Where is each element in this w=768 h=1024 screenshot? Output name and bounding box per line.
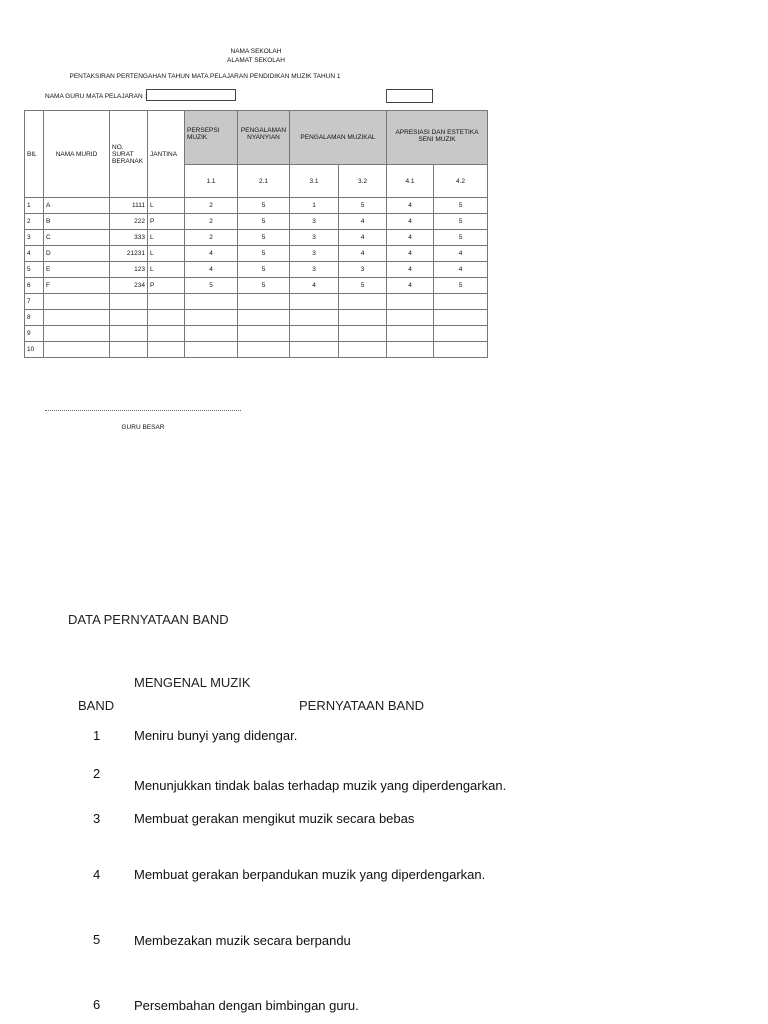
cell-score-4-1[interactable] [387,326,434,342]
cell-bil: 6 [25,278,44,294]
cell-score-4-1[interactable] [387,294,434,310]
band-statement: Membuat gerakan berpandukan muzik yang diperdengarkan. [134,867,486,882]
table-row [25,198,488,214]
teacher-name-field[interactable] [146,89,236,101]
col-header-jantina: JANTINA [148,111,185,198]
score-table [24,110,488,358]
cell-gender[interactable] [148,342,185,358]
cell-score-1-1[interactable]: 5 [185,278,238,294]
cell-score-2-1[interactable]: 5 [238,262,290,278]
cell-bil: 9 [25,326,44,342]
subheader-3-1: 3.1 [290,165,339,198]
cell-score-1-1[interactable] [185,310,238,326]
col-header-no-surat-beranak: NO. SURAT BERANAK [110,111,148,198]
cell-birth[interactable]: 21231 [110,246,148,262]
school-name: NAMA SEKOLAH [230,48,282,55]
cell-score-4-1[interactable] [387,310,434,326]
cell-score-3-1[interactable] [290,310,339,326]
cell-gender[interactable] [148,326,185,342]
cell-birth[interactable] [110,342,148,358]
cell-score-3-2[interactable]: 5 [339,278,387,294]
cell-score-3-1[interactable] [290,326,339,342]
cell-bil: 10 [25,342,44,358]
principal-label: GURU BESAR [121,424,165,431]
cell-score-1-1[interactable]: 2 [185,198,238,214]
cell-score-4-2[interactable]: 4 [434,262,488,278]
cell-score-2-1[interactable] [238,342,290,358]
cell-score-3-2[interactable] [339,342,387,358]
cell-score-3-2[interactable]: 4 [339,230,387,246]
cell-score-2-1[interactable]: 5 [238,230,290,246]
cell-name[interactable]: E [44,262,110,278]
band-statement: Membuat gerakan mengikut muzik secara bebas [134,811,415,826]
cell-score-4-2[interactable] [434,342,488,358]
band-statement: Persembahan dengan bimbingan guru. [134,998,359,1013]
cell-score-2-1[interactable] [238,294,290,310]
cell-birth[interactable]: 222 [110,214,148,230]
subheader-4-2: 4.2 [434,165,488,198]
cell-score-2-1[interactable]: 5 [238,246,290,262]
group-header-pengalaman-nyanyian: PENGALAMAN NYANYIAN [238,111,290,165]
table-row [25,342,488,358]
band-number: 5 [93,932,101,947]
table-row [25,246,488,262]
cell-score-3-2[interactable]: 4 [339,246,387,262]
cell-score-2-1[interactable]: 5 [238,198,290,214]
group-header-pengalaman-muzikal: PENGALAMAN MUZIKAL [290,111,387,165]
cell-name[interactable] [44,342,110,358]
col-header-bil: BIL [25,111,44,198]
table-row [25,262,488,278]
signature-line [45,410,241,411]
cell-score-4-1[interactable] [387,342,434,358]
table-row [25,214,488,230]
band-statement: Meniru bunyi yang didengar. [134,728,298,743]
cell-score-3-1[interactable]: 4 [290,278,339,294]
band-number: 3 [93,811,101,826]
cell-score-3-1[interactable]: 3 [290,214,339,230]
cell-score-3-2[interactable] [339,310,387,326]
subheader-1-1: 1.1 [185,165,238,198]
subheader-2-1: 2.1 [238,165,290,198]
cell-score-4-2[interactable]: 5 [434,198,488,214]
band-statement: Menunjukkan tindak balas terhadap muzik yang diperdengarkan. [134,778,507,793]
cell-score-4-1[interactable]: 4 [387,262,434,278]
cell-score-4-2[interactable] [434,310,488,326]
cell-gender[interactable]: L [148,230,185,246]
cell-bil: 5 [25,262,44,278]
assessment-title: PENTAKSIRAN PERTENGAHAN TAHUN MATA PELAJARAN PENDIDIKAN MUZIK TAHUN 1 [69,73,341,80]
teacher-name-label: NAMA GURU MATA PELAJARAN : [45,93,147,100]
cell-score-3-1[interactable] [290,294,339,310]
cell-score-3-1[interactable]: 3 [290,246,339,262]
cell-birth[interactable]: 1111 [110,198,148,214]
cell-birth[interactable] [110,310,148,326]
cell-gender[interactable] [148,294,185,310]
cell-score-3-2[interactable] [339,326,387,342]
cell-bil: 4 [25,246,44,262]
cell-score-3-2[interactable]: 5 [339,198,387,214]
cell-score-3-2[interactable]: 4 [339,214,387,230]
band-section-title: DATA PERNYATAAN BAND [68,612,229,627]
cell-score-2-1[interactable]: 5 [238,278,290,294]
cell-bil: 7 [25,294,44,310]
cell-name[interactable] [44,294,110,310]
cell-score-3-2[interactable]: 3 [339,262,387,278]
table-row [25,326,488,342]
cell-gender[interactable]: L [148,198,185,214]
cell-birth[interactable]: 234 [110,278,148,294]
group-header-persepsi-muzik: PERSEPSI MUZIK [185,111,238,165]
cell-score-1-1[interactable] [185,342,238,358]
cell-score-1-1[interactable] [185,326,238,342]
band-number: 6 [93,997,101,1012]
statement-column-header: PERNYATAAN BAND [299,698,424,713]
cell-score-1-1[interactable] [185,294,238,310]
cell-score-1-1[interactable]: 4 [185,246,238,262]
cell-score-2-1[interactable]: 5 [238,214,290,230]
table-row [25,230,488,246]
cell-bil: 8 [25,310,44,326]
cell-birth[interactable]: 333 [110,230,148,246]
cell-score-4-1[interactable]: 4 [387,230,434,246]
blank-field-box[interactable] [386,89,433,103]
band-column-header: BAND [78,698,115,713]
cell-score-4-1[interactable]: 4 [387,198,434,214]
cell-name[interactable]: C [44,230,110,246]
cell-score-1-1[interactable]: 2 [185,214,238,230]
cell-score-4-2[interactable] [434,326,488,342]
cell-score-3-1[interactable]: 3 [290,262,339,278]
cell-score-1-1[interactable]: 4 [185,262,238,278]
school-address: ALAMAT SEKOLAH [227,57,285,64]
cell-name[interactable] [44,310,110,326]
cell-birth[interactable] [110,326,148,342]
cell-name[interactable]: B [44,214,110,230]
table-row [25,310,488,326]
cell-name[interactable] [44,326,110,342]
cell-score-4-2[interactable]: 4 [434,246,488,262]
table-row [25,294,488,310]
group-header-apresiasi: APRESIASI DAN ESTETIKA SENI MUZIK [387,111,488,165]
subheader-3-2: 3.2 [339,165,387,198]
cell-bil: 2 [25,214,44,230]
col-header-nama-murid: NAMA MURID [44,111,110,198]
cell-score-3-1[interactable]: 3 [290,230,339,246]
cell-score-4-2[interactable]: 5 [434,230,488,246]
cell-gender[interactable]: L [148,246,185,262]
cell-score-4-2[interactable] [434,294,488,310]
cell-bil: 1 [25,198,44,214]
cell-gender[interactable]: L [148,262,185,278]
band-number: 2 [93,766,101,781]
cell-score-4-1[interactable]: 4 [387,214,434,230]
cell-score-3-1[interactable]: 1 [290,198,339,214]
table-row [25,278,488,294]
cell-score-2-1[interactable] [238,326,290,342]
cell-score-4-1[interactable]: 4 [387,278,434,294]
cell-name[interactable]: D [44,246,110,262]
cell-gender[interactable]: P [148,214,185,230]
band-number: 1 [93,728,101,743]
subheader-4-1: 4.1 [387,165,434,198]
cell-bil: 3 [25,230,44,246]
cell-gender[interactable] [148,310,185,326]
cell-score-4-2[interactable]: 5 [434,214,488,230]
cell-name[interactable]: F [44,278,110,294]
cell-birth[interactable]: 123 [110,262,148,278]
cell-score-3-2[interactable] [339,294,387,310]
band-number: 4 [93,867,101,882]
cell-score-2-1[interactable] [238,310,290,326]
topic-heading: MENGENAL MUZIK [134,675,251,690]
cell-gender[interactable]: P [148,278,185,294]
cell-score-4-2[interactable]: 5 [434,278,488,294]
cell-score-3-1[interactable] [290,342,339,358]
cell-name[interactable]: A [44,198,110,214]
cell-birth[interactable] [110,294,148,310]
cell-score-4-1[interactable]: 4 [387,246,434,262]
cell-score-1-1[interactable]: 2 [185,230,238,246]
band-statement: Membezakan muzik secara berpandu [134,933,351,948]
